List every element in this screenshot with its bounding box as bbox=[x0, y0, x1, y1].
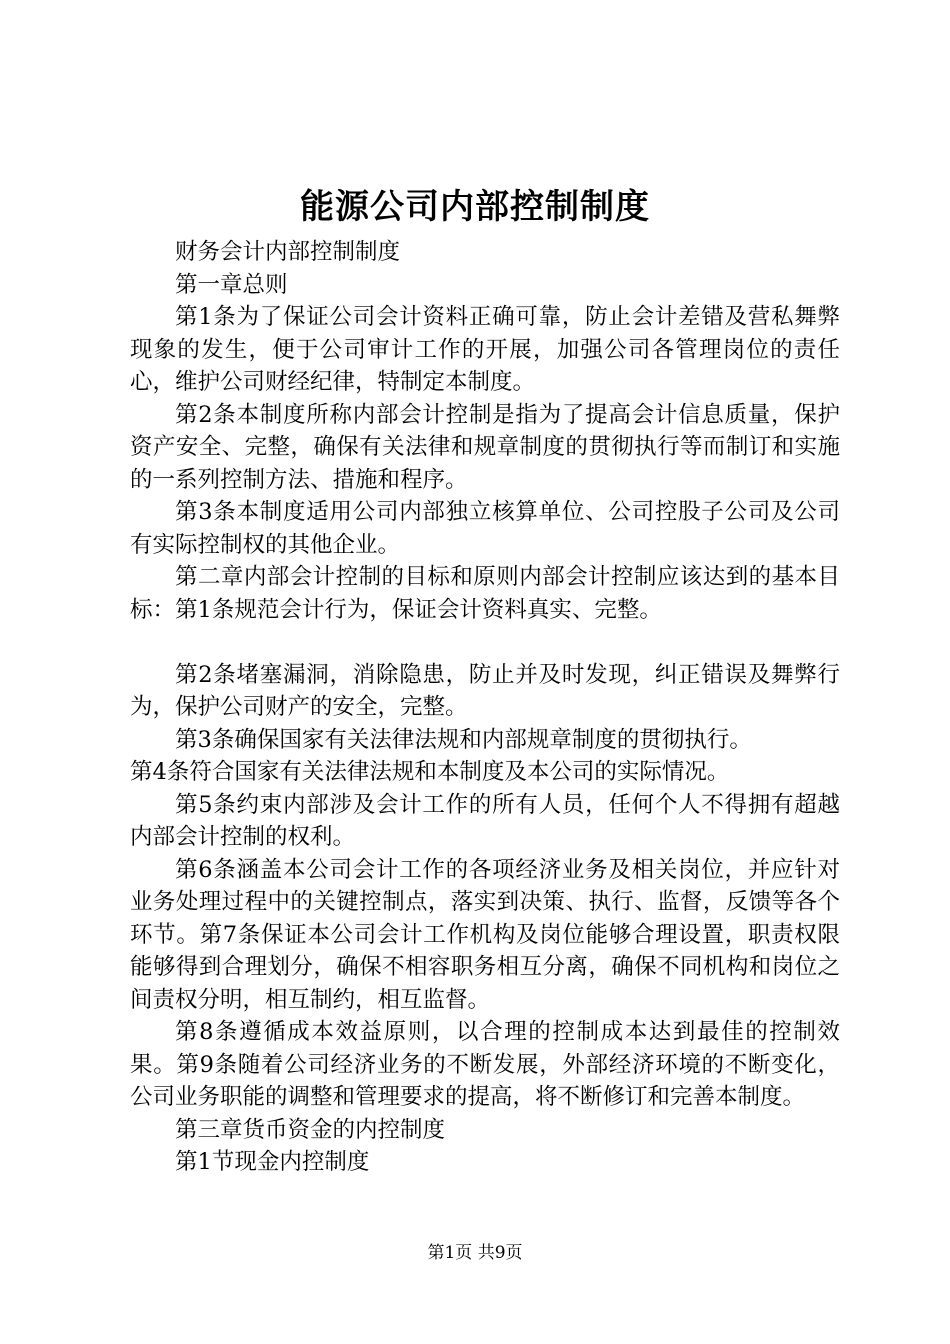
paragraph-chapter-1: 第一章总则 bbox=[175, 271, 288, 298]
paragraph-article-1: 第1条为了保证公司会计资料正确可靠，防止会计差错及营私舞弊现象的发生，便于公司审计工作的开展，加强公司各管理岗位的责任心，维护公司财经纪律，特制定本制度。 bbox=[130, 304, 840, 395]
paragraph-goal-3: 第3条确保国家有关法律法规和内部规章制度的贯彻执行。 bbox=[175, 726, 752, 753]
paragraph-goal-6-7: 第6条涵盖本公司会计工作的各项经济业务及相关岗位，并应针对业务处理过程中的关键控制点，落实到决策、执行、监督，反馈等各个环节。第7条保证本公司会计工作机构及岗位能够合理设置，职责权限能够得到合理划分，确保不相容职务相互分离，确保不同机构和岗位之间责权分明，相互制约，相互监督。 bbox=[130, 856, 840, 1013]
paragraph-article-2: 第2条本制度所称内部会计控制是指为了提高会计信息质量，保护资产安全、完整，确保有关法律和规章制度的贯彻执行等而制订和实施的一系列控制方法、措施和程序。 bbox=[130, 401, 840, 493]
paragraph-chapter-3: 第三章货币资金的内控制度 bbox=[175, 1116, 446, 1143]
document-title: 能源公司内部控制制度 bbox=[300, 187, 650, 227]
paragraph-chapter-2: 第二章内部会计控制的目标和原则内部会计控制应该达到的基本目标：第1条规范会计行为，保证会计资料真实、完整。 bbox=[130, 564, 840, 623]
paragraph-goal-4: 第4条符合国家有关法律法规和本制度及本公司的实际情况。 bbox=[130, 759, 730, 785]
paragraph-goal-8-9: 第8条遵循成本效益原则，以合理的控制成本达到最佳的控制效果。第9条随着公司经济业务的不断发展，外部经济环境的不断变化，公司业务职能的调整和管理要求的提高，将不断修订和完善本制度。 bbox=[130, 1019, 840, 1110]
paragraph-subtitle: 财务会计内部控制制度 bbox=[175, 239, 401, 265]
paragraph-goal-2: 第2条堵塞漏洞，消除隐患，防止并及时发现，纠正错误及舞弊行为，保护公司财产的安全，完整。 bbox=[130, 661, 840, 720]
paragraph-article-3: 第3条本制度适用公司内部独立核算单位、公司控股子公司及公司有实际控制权的其他企业。 bbox=[130, 499, 840, 558]
document-body bbox=[130, 236, 840, 1179]
page-number-footer: 第1页 共9页 bbox=[427, 1243, 523, 1263]
paragraph-goal-5: 第5条约束内部涉及会计工作的所有人员，任何个人不得拥有超越内部会计控制的权利。 bbox=[130, 791, 840, 850]
paragraph-section-1: 第1节现金内控制度 bbox=[175, 1149, 370, 1175]
